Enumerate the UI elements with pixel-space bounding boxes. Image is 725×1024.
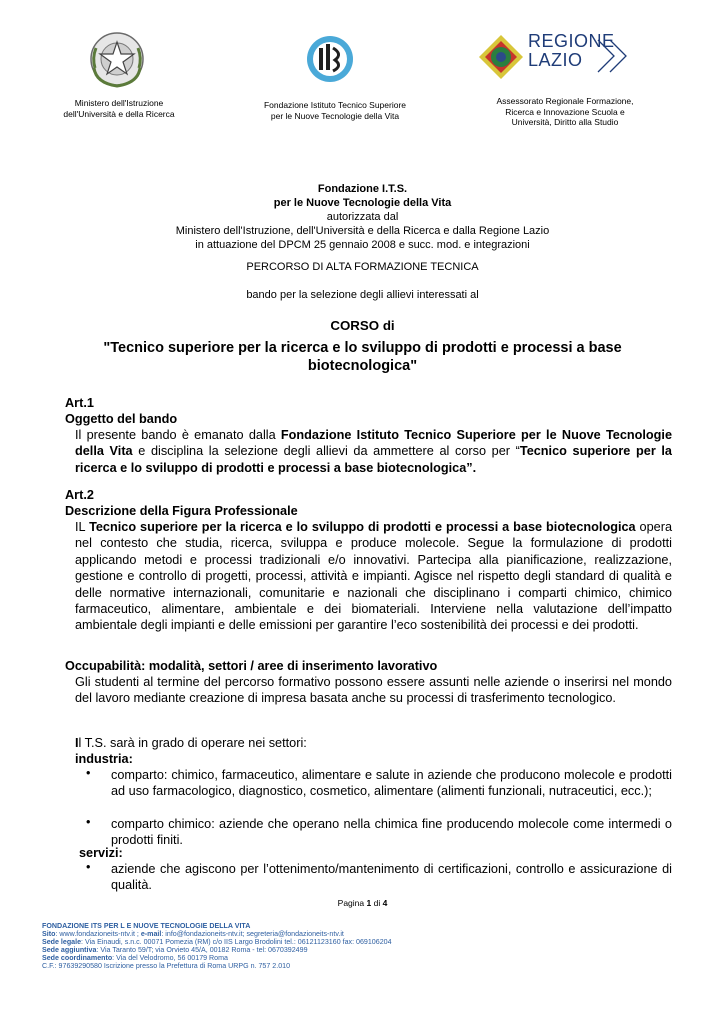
art2-paragraph: IL Tecnico superiore per la ricerca e lo sviluppo di prodotti e processi a base biotecnologica opera nel contesto che studia, ricerca, sviluppa e produce molecole. Segue la formulazione di prodotti applicando metodi e processi tradizionali e/o innovativi. Partecipa alla pianificazione, realizzazione, gestione e controllo di progetti, processi, attività e impianti. Agisce nel rispetto degli standard di qualità e delle normative internazionali, comunitarie e nazionali che disciplinano i comparti chimico, chimico farmaceutico, alimentare, ambientale e dei biomateriali. Interviene nella valutazione dell’impatto ambientale degli impianti e delle emissioni per garantire l’eco sostenibilità dei processi e dei prodotti. [75,520,672,633]
total-pages: 4 [382,898,388,908]
services-heading: servizi: [79,846,123,860]
call-description: bando per la selezione degli allievi interessati al [246,289,479,301]
regione-lazio-wordmark: REGIONE LAZIO [528,31,615,70]
occupability-paragraph: Gli studenti al termine del percorso formativo possono essere assunti nelle aziende o inserirsi nel mondo del lavoro mediante creazione di impresa basata anche su processi di trasferimento tecnologico. [75,675,672,706]
foundation-subtitle: per le Nuove Tecnologie della Vita [273,197,452,209]
its-foundation-logo [305,34,355,84]
legal-basis: in attuazione del DPCM 25 gennaio 2008 e succ. mod. e integrazioni [195,239,530,251]
footer-additional-address: Sede aggiuntiva: Via Taranto 59/T; via Orvieto 45/A, 00182 Roma - tel: 0670392499 [42,946,308,955]
footer-contacts: Sito: www.fondazioneits-ntv.it ; e-mail: info@fondazioneits-ntv.it; segreteria@fondazioneits-ntv.it [42,930,344,939]
footer [42,922,682,971]
footer-tax-code: C.F.: 97639290580 Iscrizione presso la Prefettura di Roma URPG n. 757 2.010 [42,962,291,971]
occupability-heading: Occupabilità: modalità, settori / aree di inserimento lavorativo [65,659,438,673]
art1-heading: Oggetto del bando [65,412,178,426]
bullet-icon: • [86,766,91,780]
foundation-name: Fondazione I.T.S. [317,183,408,195]
bullet-icon: • [86,815,91,829]
regione-lazio-logo [478,32,638,82]
authorized-by: autorizzata dal [326,211,399,223]
authorizing-bodies: Ministero dell'Istruzione, dell'Università e della Ricerca e dalla Regione Lazio [175,225,550,237]
assessorato-caption: Assessorato Regionale Formazione, Ricerca e Innovazione Scuola e Università, Diritto alla Studio [496,96,634,127]
industry-heading: industria: [75,752,133,766]
current-page: 1 [366,898,372,908]
list-item: aziende che agiscono per l’ottenimento/mantenimento di certificazioni, controllo e assicurazione di qualità. [111,862,672,893]
bullet-icon: • [86,860,91,874]
list-item: comparto: chimico, farmaceutico, alimentare e salute in aziende che producono molecole e prodotti ad uso farmacologico, diagnostico, cosmetico, alimentare (alimenti funzionali, nutraceutici, ecc.); [111,768,672,799]
course-type: PERCORSO DI ALTA FORMAZIONE TECNICA [246,261,479,273]
corso-label: CORSO di [330,318,395,333]
intro-block [0,182,725,252]
sectors-intro: Il T.S. sarà in grado di operare nei settori: [75,736,307,750]
ministry-caption: Ministero dell'Istruzione dell'Università e della Ricerca [63,98,175,119]
footer-org: FONDAZIONE ITS PER L E NUOVE TECNOLOGIE DELLA VITA [42,922,251,930]
art1-paragraph: Il presente bando è emanato dalla Fondazione Istituto Tecnico Superiore per le Nuove Tecnologie della Vita e disciplina la selezione degli allievi da ammettere al corso per “Tecnico superiore per la ricerca e lo sviluppo di prodotti e processi a base biotecnologica”. [75,428,672,475]
art2-heading: Descrizione della Figura Professionale [65,504,298,518]
page-indicator: Pagina 1 di 4 [337,898,388,908]
art1-number: Art.1 [65,396,94,410]
emblem-italian-republic [86,28,148,90]
art2-number: Art.2 [65,488,94,502]
footer-legal-address: Sede legale: Via Einaudi, s.n.c. 00071 Pomezia (RM) c/o IIS Largo Brodolini tel.: 06121123160 fax: 069106204 [42,938,392,947]
list-item: comparto chimico: aziende che operano nella chimica fine producendo molecole come intermedi o prodotti finiti. [111,817,672,848]
its-caption: Fondazione Istituto Tecnico Superiore per le Nuove Tecnologie della Vita [263,100,407,121]
course-title: "Tecnico superiore per la ricerca e lo sviluppo di prodotti e processi a base biotecnologica" [103,340,622,374]
footer-coordination-address: Sede coordinamento: Via del Velodromo, 56 00179 Roma [42,954,228,963]
